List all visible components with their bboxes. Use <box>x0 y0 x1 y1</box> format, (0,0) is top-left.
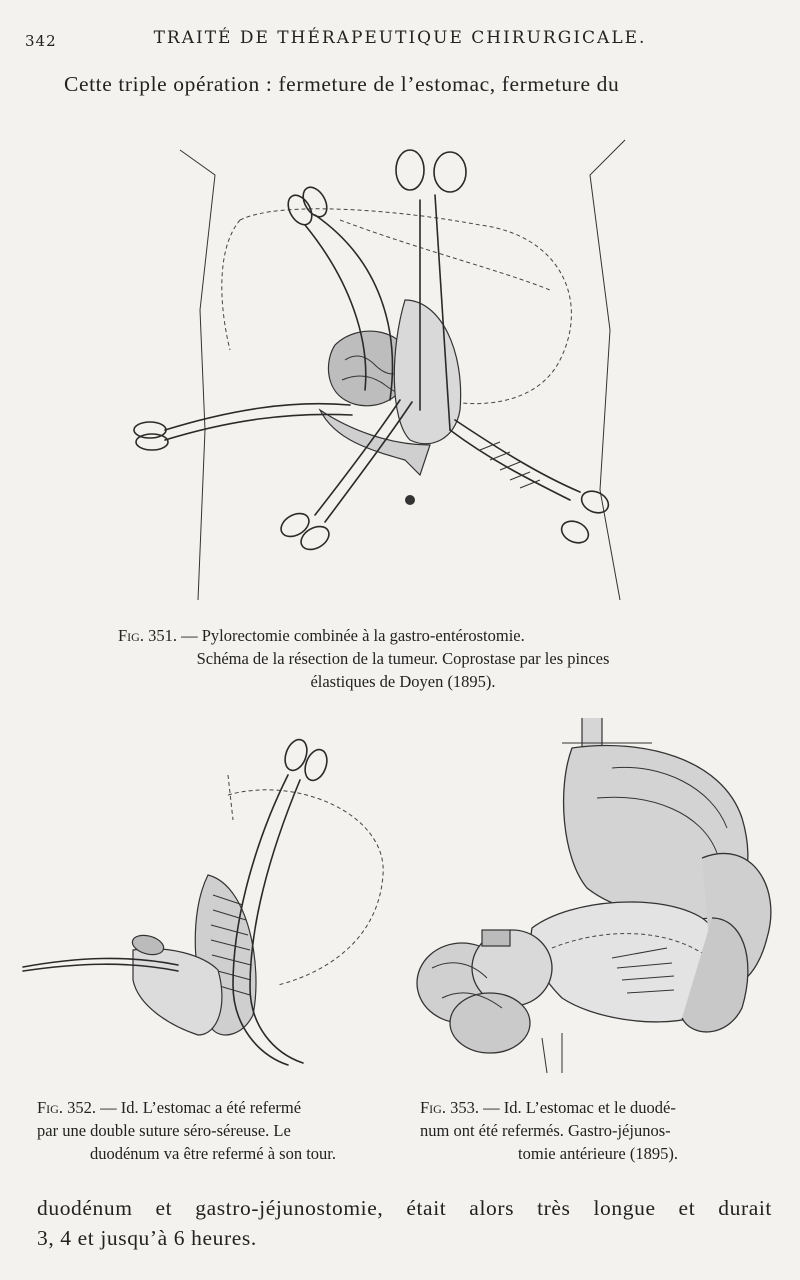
figure-352-caption-line-2: par une double suture séro-séreuse. Le <box>37 1121 291 1140</box>
running-title: TRAITÉ DE THÉRAPEUTIQUE CHIRURGICALE. <box>153 28 647 48</box>
figure-353-label: Fig. 353. <box>420 1098 479 1117</box>
figure-352-label: Fig. 352. <box>37 1098 96 1117</box>
figure-353-caption <box>420 1096 776 1165</box>
figure-351-caption-line-1: — Pylorectomie combinée à la gastro-entérostomie. <box>181 626 525 645</box>
figure-351-illustration <box>120 130 650 610</box>
figure-352-caption <box>37 1096 389 1165</box>
closing-text-line-2: 3, 4 et jusqu’à 6 heures. <box>37 1226 257 1250</box>
figure-352-caption-line-1: — Id. L’estomac a été refermé <box>100 1098 302 1117</box>
figure-353-caption-line-1: — Id. L’estomac et le duodé- <box>483 1098 676 1117</box>
figure-351-caption-line-2: Schéma de la résection de la tumeur. Coprostase par les pinces <box>196 649 610 668</box>
figure-351-label: Fig. 351. <box>118 626 177 645</box>
figure-353-caption-line-3: tomie antérieure (1895). <box>518 1144 678 1163</box>
intro-text-line: Cette triple opération : fermeture de l’estomac, fermeture du <box>64 72 620 96</box>
page-number: 342 <box>25 32 57 50</box>
figure-353-caption-line-2: num ont été refermés. Gastro-jéjunos- <box>420 1121 671 1140</box>
figure-352-caption-line-3: duodénum va être refermé à son tour. <box>89 1144 337 1163</box>
figure-351-caption-line-3: élastiques de Doyen (1895). <box>310 672 496 691</box>
figure-351-caption <box>118 624 688 693</box>
figure-353-illustration <box>412 718 784 1078</box>
closing-text-line-1: duodénum et gastro-jéjunostomie, était alors très longue et durait <box>37 1196 772 1220</box>
figure-352-illustration <box>18 735 398 1075</box>
